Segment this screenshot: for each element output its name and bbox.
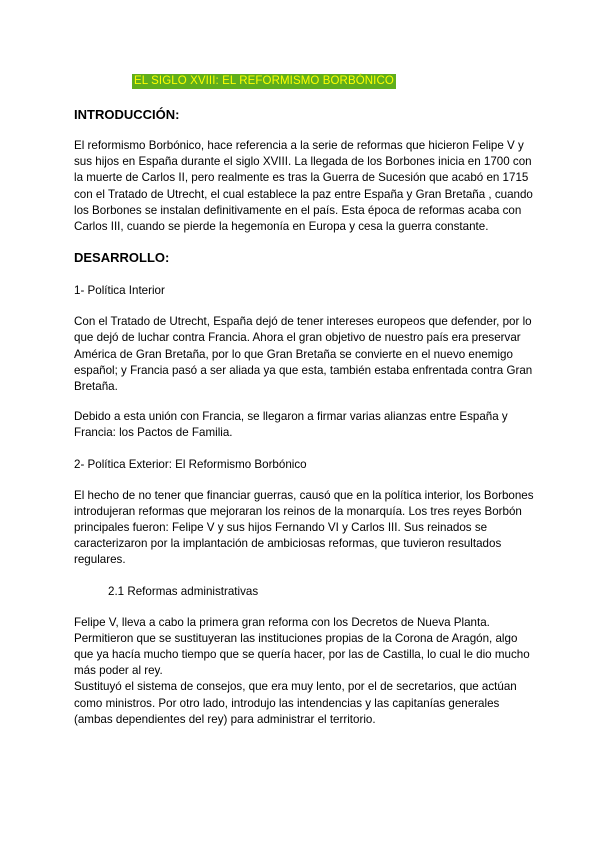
section2-title: 2- Política Exterior: El Reformismo Borbónico xyxy=(74,457,307,471)
section21-title: 2.1 Reformas administrativas xyxy=(108,584,259,598)
section1-title: 1- Política Interior xyxy=(74,284,165,298)
section2-paragraph-1: El hecho de no tener que financiar guerras, causó que en la política interior, los Borbones introdujeran reformas que mejoraran los reinos de la monarquía. Los tres reyes Borbón principales fueron: Felipe V y sus hijos Fernando VI y Carlos III. Sus reinados se caracterizaron por la implantación de ambiciosas reformas, que tuvieron resultados regulares. xyxy=(74,488,534,567)
section1-paragraph-1: Con el Tratado de Utrecht, España dejó de tener intereses europeos que defender, por lo que dejó de luchar contra Francia. Ahora el gran objetivo de nuestro país era preservar América de Gran Bretaña, por lo que Gran Bretaña se convierte en el nuevo enemigo español; y Francia pasó a ser aliada ya que esta, también estaba enfrentada contra Gran Bretaña. xyxy=(74,315,533,394)
introduccion-heading: INTRODUCCIÓN: xyxy=(74,107,180,122)
introduccion-paragraph: El reformismo Borbónico, hace referencia a la serie de reformas que hicieron Felipe V y sus hijos en España durante el siglo XVIII. La llegada de los Borbones inicia en 1700 con la muerte de Carlos II, pero realmente es tras la Guerra de Sucesión que acabó en 1715 con el Tratado de Utrecht, el cual establece la paz entre España y Gran Bretaña , cuando los Borbones se instalan definitivamente en el país. Esta época de reformas acaba con Carlos III, cuando se pierde la hegemonía en Europa y cesa la guerra constante. xyxy=(74,139,533,234)
section21-paragraph-1: Felipe V, lleva a cabo la primera gran reforma con los Decretos de Nueva Planta. Permitieron que se sustituyeran las instituciones propias de la Corona de Aragón, algo que ya hacía mucho tiempo que se quería hacer, por las de Castilla, lo cual le dio mucho más poder al rey. xyxy=(74,615,530,678)
document-body xyxy=(74,106,534,728)
document-title: EL SIGLO XVIII: EL REFORMISMO BORBÓNICO xyxy=(134,75,394,87)
title-container xyxy=(132,71,396,89)
desarrollo-heading: DESARROLLO: xyxy=(74,250,170,266)
section21-paragraph-2: Sustituyó el sistema de consejos, que era muy lento, por el de secretarios, que actúan como ministros. Por otro lado, introdujo las intendencias y las capitanías generales (ambas dependientes del rey) para administrar el territorio. xyxy=(74,680,517,726)
section1-paragraph-2: Debido a esta unión con Francia, se llegaron a firmar varias alianzas entre España y Francia: los Pactos de Familia. xyxy=(74,410,508,440)
